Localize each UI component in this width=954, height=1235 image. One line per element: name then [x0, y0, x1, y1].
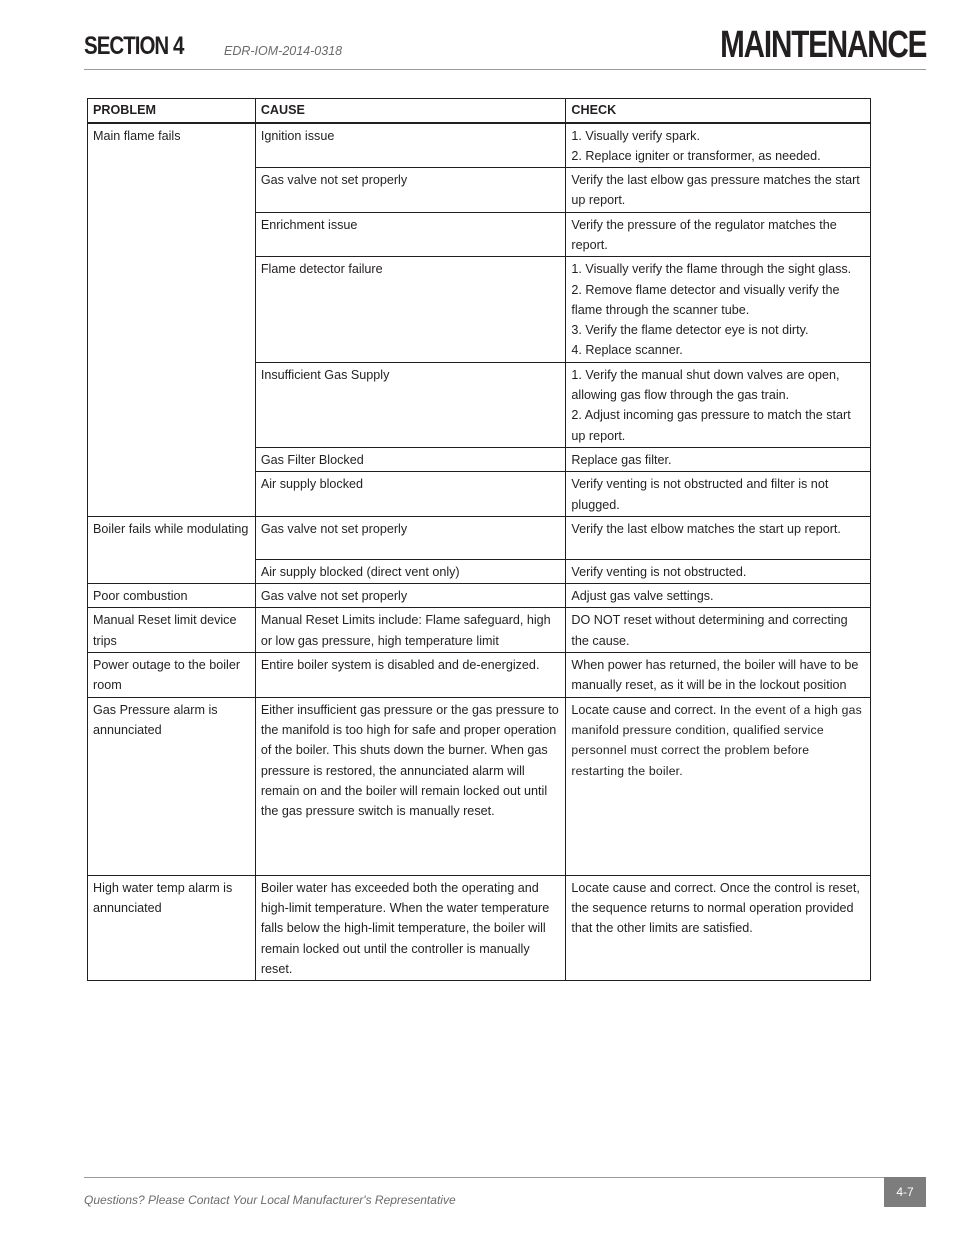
- column-header-problem: PROBLEM: [88, 99, 256, 123]
- check-cell: [566, 559, 871, 583]
- cause-cell: Flame detector failure: [255, 257, 566, 362]
- check-line: DO NOT reset without determining and correcting the cause.: [571, 613, 848, 648]
- check-cell: [566, 212, 871, 257]
- cause-cell: Air supply blocked: [255, 472, 566, 517]
- table-row: [88, 608, 871, 653]
- check-line: Verify the last elbow gas pressure matches the start up report.: [571, 173, 860, 208]
- cause-cell: Air supply blocked (direct vent only): [255, 559, 566, 583]
- check-cell: [566, 516, 871, 559]
- cause-cell: Ignition issue: [255, 123, 566, 168]
- page-header: [84, 24, 926, 70]
- problem-cell: Manual Reset limit device trips: [88, 608, 256, 653]
- check-line: Verify venting is not obstructed and filter is not plugged.: [571, 477, 829, 512]
- cause-cell: Enrichment issue: [255, 212, 566, 257]
- cause-cell: Manual Reset Limits include: Flame safeguard, high or low gas pressure, high temperature limit: [255, 608, 566, 653]
- check-line: 4. Replace scanner.: [571, 343, 683, 358]
- section-label: SECTION 4: [84, 32, 184, 60]
- check-cell: [566, 875, 871, 980]
- cause-cell: Gas valve not set properly: [255, 516, 566, 559]
- cause-cell: Boiler water has exceeded both the operating and high-limit temperature. When the water temperature falls below the high-limit temperature, the boiler will remain locked out until the controller is manually reset.: [255, 875, 566, 980]
- check-line: 1. Visually verify the flame through the sight glass.: [571, 262, 852, 277]
- page-number: 4-7: [884, 1177, 926, 1207]
- check-line: Verify the pressure of the regulator matches the report.: [571, 217, 837, 252]
- cause-cell: Gas valve not set properly: [255, 584, 566, 608]
- check-cell: [566, 608, 871, 653]
- check-cell: [566, 257, 871, 362]
- cause-cell: Gas valve not set properly: [255, 168, 566, 213]
- check-cell: [566, 447, 871, 471]
- check-line: 2. Replace igniter or transformer, as needed.: [571, 148, 821, 163]
- table-row: [88, 516, 871, 559]
- check-text-secondary: In the event of a high gas manifold pressure condition, qualified service personnel must correct the problem before restarting the boiler.: [571, 702, 862, 778]
- check-line: Locate cause and correct. Once the control is reset, the sequence returns to normal operation provided that the other limits are satisfied.: [571, 880, 860, 936]
- table-row: [88, 875, 871, 980]
- check-cell: [566, 653, 871, 698]
- page-title: MAINTENANCE: [719, 24, 926, 66]
- cause-cell: Either insufficient gas pressure or the gas pressure to the manifold is too high for safe and proper operation of the boiler. This shuts down the burner. When gas pressure is restored, the annunciated alarm will remain on and the boiler will remain locked out until the gas pressure switch is manually reset.: [255, 697, 566, 875]
- column-header-cause: CAUSE: [255, 99, 566, 123]
- document-id: EDR-IOM-2014-0318: [224, 44, 343, 58]
- check-cell: [566, 123, 871, 168]
- table-row: [88, 123, 871, 168]
- check-cell: [566, 584, 871, 608]
- table-row: [88, 584, 871, 608]
- cause-cell: Insufficient Gas Supply: [255, 362, 566, 447]
- table-row: [88, 653, 871, 698]
- footer-divider: [84, 1177, 884, 1178]
- cause-cell: Gas Filter Blocked: [255, 447, 566, 471]
- check-line: 2. Adjust incoming gas pressure to match the start up report.: [571, 408, 851, 443]
- check-cell: [566, 472, 871, 517]
- problem-cell: Poor combustion: [88, 584, 256, 608]
- column-header-check: CHECK: [566, 99, 871, 123]
- troubleshooting-table: [87, 98, 871, 981]
- check-line: Adjust gas valve settings.: [571, 589, 714, 604]
- check-cell: [566, 697, 871, 875]
- problem-cell: Boiler fails while modulating: [88, 516, 256, 583]
- check-line: Verify the last elbow matches the start up report.: [571, 521, 841, 536]
- problem-cell: Gas Pressure alarm is annunciated: [88, 697, 256, 875]
- check-cell: [566, 168, 871, 213]
- check-cell: [566, 362, 871, 447]
- cause-cell: Entire boiler system is disabled and de-energized.: [255, 653, 566, 698]
- check-line: Replace gas filter.: [571, 452, 672, 467]
- table-row: [88, 697, 871, 875]
- check-line: 3. Verify the flame detector eye is not dirty.: [571, 323, 809, 338]
- table-header-row: [88, 99, 871, 123]
- check-text-primary: Locate cause and correct.: [571, 702, 717, 717]
- check-line: Verify venting is not obstructed.: [571, 564, 747, 579]
- check-line: 2. Remove flame detector and visually verify the flame through the scanner tube.: [571, 282, 840, 317]
- footer-contact-text: Questions? Please Contact Your Local Manufacturer's Representative: [84, 1193, 456, 1207]
- problem-cell: Main flame fails: [88, 123, 256, 517]
- check-line: 1. Visually verify spark.: [571, 128, 700, 143]
- problem-cell: Power outage to the boiler room: [88, 653, 256, 698]
- check-line: 1. Verify the manual shut down valves are open, allowing gas flow through the gas train.: [571, 367, 840, 403]
- problem-cell: High water temp alarm is annunciated: [88, 875, 256, 980]
- check-line: When power has returned, the boiler will have to be manually reset, as it will be in the lockout position: [571, 658, 859, 693]
